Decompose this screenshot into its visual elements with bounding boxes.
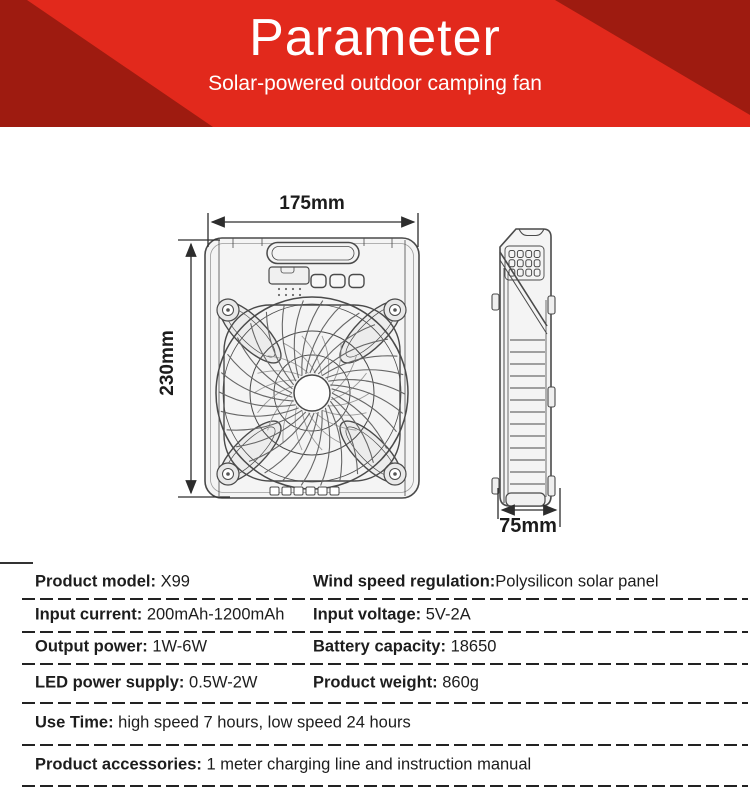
spec-cell: LED power supply: 0.5W-2W xyxy=(35,673,258,691)
spec-cell: Product model: X99 xyxy=(35,572,190,590)
control-buttons xyxy=(311,275,364,288)
page-subtitle: Solar-powered outdoor camping fan xyxy=(208,72,542,95)
spec-row-led xyxy=(0,663,750,702)
spec-cell: Input voltage: 5V-2A xyxy=(313,605,471,623)
divider-line xyxy=(22,785,748,787)
dimension-width-label: 175mm xyxy=(279,193,345,214)
spec-row-current xyxy=(0,598,750,631)
spec-row-accessories xyxy=(0,744,750,785)
page-title: Parameter xyxy=(249,9,501,67)
dimension-depth-label: 75mm xyxy=(499,515,557,537)
fan-hub xyxy=(294,375,330,411)
dimension-height-label: 230mm xyxy=(157,330,178,396)
table-top-tick xyxy=(0,562,33,564)
fan-side-view xyxy=(492,229,555,506)
spec-cell: Wind speed regulation:Polysilicon solar panel xyxy=(313,572,659,590)
fan-front-view xyxy=(205,238,419,498)
spec-row-power xyxy=(0,631,750,663)
spec-cell: Battery capacity: 18650 xyxy=(313,637,497,656)
spec-cell: Use Time: high speed 7 hours, low speed 24 hours xyxy=(35,713,411,732)
spec-row-usetime xyxy=(0,702,750,744)
display-panel xyxy=(269,267,309,284)
spec-cell: Output power: 1W-6W xyxy=(35,637,208,656)
spec-cell: Input current: 200mAh-1200mAh xyxy=(35,605,285,623)
spec-cell: Product accessories: 1 meter charging line and instruction manual xyxy=(35,755,532,773)
spec-cell: Product weight: 860g xyxy=(313,673,479,691)
spec-row-model xyxy=(0,565,750,598)
